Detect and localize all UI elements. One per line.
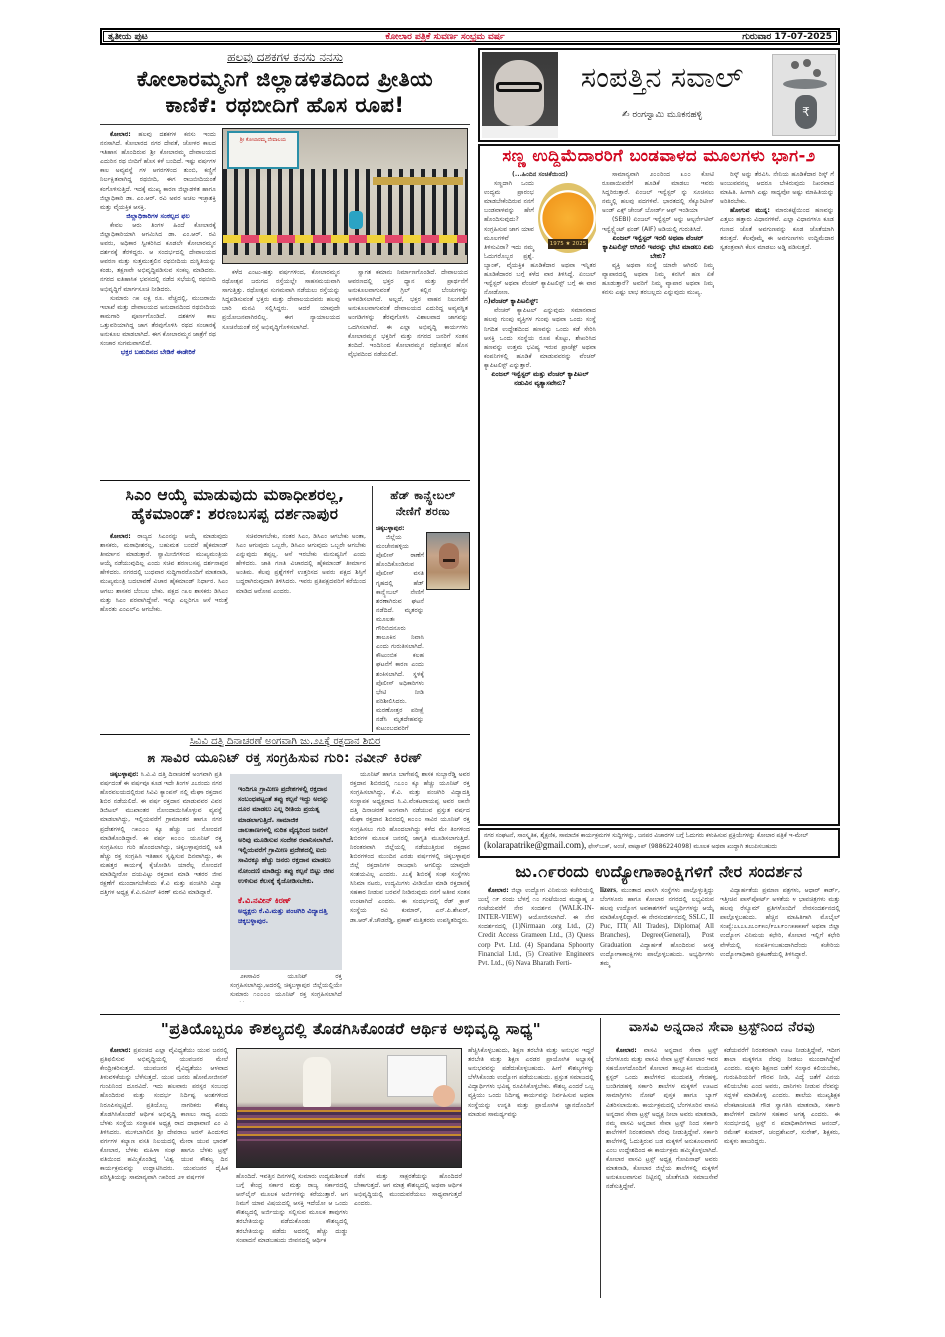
story5-subhead-4: ಹೋಗುವ ಮುನ್ನ:: [730, 207, 770, 215]
reader-notice-box: [478, 828, 840, 858]
story1-headline-line2: ಕಾಣಿಕೆ: ರಥಬೀದಿಗೆ ಹೊಸ ರೂಪ!: [165, 93, 405, 118]
dateline: ಚಿಕ್ಕಬಳ್ಳಾಪುರ:: [110, 771, 139, 778]
story1-column-2: ಕಳೆದ ಎಂಟು-ಹತ್ತು ವರ್ಷಗಳಿಂದ, ಕೋಲಾರಮ್ಮನ ರಥೋತ್ಸವ ಜರುಗದ ರಸ್ತೆಯಲ್ಲೇ ಸಾಹಸಮಯವಾಗಿ ಸಾಗುತ್ತಿತ್ತು. ರಥೋತ್ಸವ ಸುಗಮವಾಗಿ ನಡೆಯಲು ರಸ್ತೆಯನ್ನು ಸಿದ್ಧಪಡಿಸುವಂತೆ ಭಕ್ತರು ಮತ್ತು ದೇವಾಲಯದವರು ಹಲವು ಬಾರಿ ಮನವಿ ಸಲ್ಲಿಸಿದ್ದರು. ಆದರೆ ಯಾವುದೇ ಪ್ರಯೋಜನವಾಗಿರಲಿಲ್ಲ. ಈಗ ನ್ಯಾಯಾಲಯದ ಸೂಚನೆಯಂತೆ ರಸ್ತೆ ಅಭಿವೃದ್ಧಿಗೊಳಿಸಲಾಗಿದೆ.: [222, 269, 340, 331]
story8-column-2: ಕಡೆಯವರೆಗೆ ನಿರಂತರವಾಗಿ ಊಟ ನೀಡುತ್ತಿದ್ದೇವೆ, ಇದೀಗ ಶಾಲಾ ಮಕ್ಕಳಿಗೂ ನೆರವು ನೀಡಲು ಮುಂದಾಗಿದ್ದೇವೆ ಎಂದರು. ಮಕ್ಕಳು ಶಿಕ್ಷಣದ ಜತೆಗೆ ಸಂಸ್ಕಾರ ಕಲಿಯಬೇಕು, ಗುರುಹಿರಿಯರಿಗೆ ಗೌರವ ನೀಡಿ, ವಿದ್ಯೆ ಜತೆಗೆ ವಿನಯ ಕಲಿಯಬೇಕು ಎಂದ ಅವರು, ದಾನಿಗಳು ನೀಡುವ ನೆರವನ್ನು ಸದ್ಬಳಕೆ ಮಾಡಿಕೊಳ್ಳಿ ಎಂದರು. ಶಾಲೆಯ ಮುಖ್ಯಶಿಕ್ಷಕ ವೆಂಕಟಾಚಲಪತಿ ಗೌಡ ಸ್ವಾಗತಿಸಿ ಮಾತನಾಡಿ, ಸರ್ಕಾರಿ ಶಾಲೆಗಳಿಗೆ ದಾನಿಗಳ ಸಹಕಾರ ಅಗತ್ಯ ಎಂದರು. ಈ ಸಂದರ್ಭದಲ್ಲಿ ಟ್ರಸ್ಟ್ ನ ಪದಾಧಿಕಾರಿಗಳಾದ ಆನಂದ್, ರಮೇಶ್ ಕುಮಾರ್, ಚಂದ್ರಶೇಖರ್, ಸುರೇಶ್, ಶಿಕ್ಷಕರು, ಮಕ್ಕಳು ಹಾಜರಿದ್ದರು.: [724, 1047, 840, 1145]
dateline: ಕೋಲಾರ:: [110, 533, 131, 540]
face-shape: [494, 60, 544, 126]
story5-column-3: ರಿಸ್ಕ್ ಅನ್ನು ತೆರವಿಸಿ. ನೇನಿಯ ಹೂಡಿಕೆದಾರ ರಿಸ್ಕ್ ಗೆ ಅಂಜುವವನಲ್ಲ ಆದರೂ ಬೇಕಿರುವುದು ನಿಖರವಾದ ಮಾಹಿತಿ. ಹೀಗಾಗಿ ಎಷ್ಟು ಸಾಧ್ಯವೋ ಅಷ್ಟು ಮಾಹಿತಿಯನ್ನು ಅರಿತಿರಬೇಕು. ಹೋಗುವ ಮುನ್ನ: ಮಾರುಕಟ್ಟೆಯಿಂದ ಹಣವನ್ನು ಎತ್ತಲು ಹತ್ತಾರು ವಿಧಾನಗಳಿವೆ. ಎಲ್ಲಾ ವಿಧಾನಗಳೂ ಕೂಡ ಗುಣದ ಜೊತೆ ಅವಗುಣವನ್ನು ಕೂಡ ಜೊತೆಯಾಗಿ ತರುತ್ತದೆ. ಕೆಲವೊಮ್ಮೆ ಈ ಅವಗುಣಗಳು ಉದ್ದಿಮೆದಾರ ಸ್ವತಂತ್ರವಾಗಿ ಕೆಲಸ ಮಾಡಲು ಅಡ್ಡಿ ಪಡಿಸುತ್ತದೆ.: [720, 171, 834, 251]
quote-author-title: ಅಧ್ಯಕ್ಷರು ಕೆ.ವಿ.ಮತ್ತು ಪಂಚಗಿರಿ ವಿದ್ಯಾದತ್ತಿ ಚಿಕ್ಕಬಳ್ಳಾಪುರ.: [238, 907, 328, 926]
worker-figure: [349, 211, 363, 229]
face-shape: [439, 543, 459, 569]
dateline: ಕೋಲಾರ:: [110, 1047, 131, 1054]
story4-headline: ೫ ಸಾವಿರ ಯೂನಿಟ್ ರಕ್ತ ಸಂಗ್ರಹಿಸುವ ಗುರಿ: ನವೀನ್ ಕಿರಣ್: [147, 750, 423, 766]
glasses-shape: [496, 82, 542, 92]
story2-headline-line1: ಸಿಎಂ ಆಯ್ಕೆ ಮಾಡುವುದು ಮಠಾಧೀಶರಲ್ಲ,: [125, 486, 345, 504]
byline-name: ರಂಗಸ್ವಾಮಿ ಮೂಕನಹಳ್ಳಿ: [632, 110, 703, 120]
divider: [100, 480, 470, 481]
story2-column-2: ಸಚಿವರಾಗಬೇಕು, ನಂತರ ಸಿಎಂ, ಡಿಸಿಎಂ ಆಗಬೇಕು ಅಂತಾ, ಸಿಎಂ ಆಗುವುದು ಒಬ್ಬರೇ, ಡಿಸಿಎಂ ಆಗುವುದು ಒಬ್ಬರೇ ಆಗಬೇಕು ಎನ್ನುವುದು ತಪ್ಪಲ್ಲ. ಆಸೆ ಇರಬೇಕು ಮನುಷ್ಯನಿಗೆ ಎಂದು ಹೇಳಿದರು. ಜಾತಿ ಗಣತಿ ವಿಚಾರದಲ್ಲಿ ಹೈಕಮಾಂಡ್ ತೀರ್ಮಾನ ಅಂತಿಮ. ಕೆಲವು ಪ್ರಶ್ನೆಗಳಿಗೆ ಉತ್ತರಿಸದ ಅವರು ಪಕ್ಷದ ಶಿಸ್ತಿಗೆ ಬದ್ಧರಾಗಿರುವುದಾಗಿ ತಿಳಿಸಿದರು. ಇವರು ಪ್ರತಿಪಕ್ಷದವರಿಗೆ ಕರೆಯಿಂದ ಮಾಡಿದ ಆರೋಪ ಎಂದರು.: [236, 533, 366, 595]
story4-quote-box: [230, 774, 342, 970]
story2-headline: [100, 486, 370, 525]
quote-author: ಕೆ.ವಿ.ನವೀನ್ ಕಿರಣ್: [238, 896, 291, 906]
story7-column-2: ಹೊಂದಿದೆ. ಇವತ್ತಿನ ದಿನಗಳಲ್ಲಿ ಸುಮಾರು ಉದ್ಯಮಶೀಲತೆ ಬಗ್ಗೆ ಕೇಂದ್ರ ಸರ್ಕಾರ ಮತ್ತು ರಾಜ್ಯ ಸರ್ಕಾರದಲ್ಲಿ ಆನ್‌ಲೈನ್ ಮೂಲಕ ಅರ್ಜಿಗಳನ್ನು ಕರೆಯುತ್ತಾರೆ. ಆಗ ನಿಮಗೆ ಯಾವ ವಿಷಯದಲ್ಲಿ ಆಸಕ್ತಿ ಇದೆಯೋ ಆ ಒಂದು ಕೌಶಲ್ಯದಲ್ಲಿ ಅರ್ಜಿಯನ್ನು ಸಲ್ಲಿಸುವ ಮೂಲಕ ತಾವುಗಳು ತರಬೇತಿಯನ್ನು ಪಡೆದುಕೊಂಡು ಕೌಶಲ್ಯದಲ್ಲಿ ತರಬೇತಿಯನ್ನು ಪಡೆದು ಅದರಲ್ಲಿ ಹೆಚ್ಚು ದುಡ್ಡು ಸಂಪಾದನೆ ಮಾಡಬಹುದು ಜೀವನದಲ್ಲಿ ಆರ್ಥಿಕ: [236, 1173, 348, 1244]
story7-column-3: ಹೆಚ್ಚಿಸಿಕೊಳ್ಳಬಹುದು, ಶಿಕ್ಷಣ ತರಬೇತಿ ಮತ್ತು ಅನುಭವ ಇದ್ದರೆ ತರಬೇತಿ ಮತ್ತು ಶಿಕ್ಷಣ ಎರಡರ ಪ್ರಾಯೋಗಿಕ ಅಭ್ಯಾಸಕ್ಕೆ ಅನುಭವವನ್ನು ಪಡೆದುಕೊಳ್ಳಬಹುದು. ಹೀಗೆ ಕೌಶಲ್ಯಗಳನ್ನು ಬೆಳೆಸಿಕೊಂಡು ಉದ್ಯೋಗ ಪಡೆಯಬಹುದು. ಪ್ರಸ್ತುತ ಸಮಾಜದಲ್ಲಿ ವಿದ್ಯಾರ್ಥಿಗಳು ಭವಿಷ್ಯ ರೂಪಿಸಿಕೊಳ್ಳಬೇಕು. ಕೌಶಲ್ಯ ಎಂದರೆ ಒಬ್ಬ ವ್ಯಕ್ತಿಯು ಒಂದು ನಿರ್ದಿಷ್ಟ ಕಾರ್ಯವನ್ನು ನಿರ್ವಹಿಸುವ ಅಥವಾ ಸಂಸ್ಥೆಯನ್ನು ಉನ್ನತಿ ಮತ್ತು ಪ್ರಾಯೋಗಿಕ ಜ್ಞಾನದೊಂದಿಗೆ ಮಾಡುವ ಸಾಮರ್ಥ್ಯವನ್ನು: [468, 1047, 594, 1118]
story5-subhead-1: ೧)ವೆಂಚರ್ ಕ್ಯಾಪಿಟಲಿಸ್ಟ್:: [484, 297, 539, 306]
issue-date: [742, 32, 832, 42]
story3-headline-line1: ಹೆಡ್ ಕಾನ್ಸ್ಟೇಬಲ್: [390, 489, 456, 502]
story2-column-1: ಕೋಲಾರ: ರಾಜ್ಯದ ಸಿಎಂನನ್ನು ಆಯ್ಕೆ ಮಾಡುವುದು ಶಾಸಕರು, ಮಠಾಧೀಶರಲ್ಲ, ಬಹುಮತ ಬಂದರೆ ಹೈಕಮಾಂಡ್ ತೀರ್ಮಾನ ಮಾಡುತ್ತಾರೆ. ಸ್ವಾಮೀಜಿಗಳಿಂದ ಮುಖ್ಯಮಂತ್ರಿಯ ಆಯ್ಕೆ ನಡೆಯುವುದಿಲ್ಲ ಎಂದು ಸಚಿವ ಶರಣಬಸಪ್ಪ ದರ್ಶನಾಪುರ ಹೇಳಿದರು. ನಗರದಲ್ಲಿ ಬುಧವಾರ ಸುದ್ದಿಗಾರರೊಂದಿಗೆ ಮಾತನಾಡಿ, ಮುಖ್ಯಮಂತ್ರಿ ಬದಲಾವಣೆ ವಿಚಾರ ಹೈಕಮಾಂಡ್ ನಿರ್ಧಾರ. ಸಿಎಂ ಆಗಲು ಶಾಸಕರ ಬೆಂಬಲ ಬೇಕು. ಪಕ್ಷದ ೧೩೮ ಶಾಸಕರು ಡಿಸಿಎಂ ಮತ್ತು ಸಿಎಂ ಪರವಾಗಿದ್ದೇವೆ. ಇನ್ನೂ ಎಲ್ಲರಿಗೂ ಆಸೆ ಇರುತ್ತೆ ಹೊರತು ಎಂಎಲ್ಎ ಆಗಬೇಕು.: [100, 533, 228, 613]
story6-column-3: ವಿದ್ಯಾರ್ಹತೆಯ ಪ್ರಮಾಣ ಪತ್ರಗಳು, ಆಧಾರ್ ಕಾರ್ಡ್, ಇತ್ತೀಚಿನ ಪಾಸ್‌ಪೋರ್ಟ್ ಅಳತೆಯ ೪ ಭಾವಚಿತ್ರಗಳು ಮತ್ತು ಹಲವು ರೆಸ್ಯೂಮ್ ಪ್ರತಿಗಳೊಂದಿಗೆ ನೇರಸಂದರ್ಶನದಲ್ಲಿ ಪಾಲ್ಗೊಳ್ಳಬಹುದು. ಹೆಚ್ಚಿನ ಮಾಹಿತಿಗಾಗಿ ಮೊಬೈಲ್ ಸಂಖ್ಯೆ:೭೬೭೬೨೭೦೯೫೦/೯೭೩೯೦೧೫೫೫೫ಗೆ ಅಥವಾ ಜಿಲ್ಲಾ ಉದ್ಯೋಗ ವಿನಿಮಯ ಕಛೇರಿ, ಕೋಲಾರ ಇಲ್ಲಿಗೆ ಕಛೇರಿ ವೇಳೆಯಲ್ಲಿ ಸಂಪರ್ಕಿಸಬಹುದಾಗಿದೆಂದು ಕಚೇರಿಯ ಉದ್ಯೋಗಾಧಿಕಾರಿ ಪ್ರಕಟಣೆಯಲ್ಲಿ ತಿಳಿಸಿದ್ದಾರೆ.: [720, 887, 840, 958]
column-byline: [562, 110, 762, 120]
speaker-figure: [303, 1057, 331, 1107]
story5-column-1: (...ಹಿಂದಿನ ಸಂಚಿಕೆಯಿಂದ) 1975 ★ 2025 ಸಣ್ಣದಾಗಿ ಒಂದು ಉದ್ಯಮ ಪ್ರಾರಂಭ ಮಾಡಬೇಕೆಂದಿರುವ ನನಗೆ ಬಂಡವಾಳವನ್ನು ಹೇಗೆ ಹೊಂದಿಸುವುದು? ಸಂಗ್ರಹಿಸುವ ಜಾಗ ಯಾವ ಮೂಲಗಳಿವೆ ತಿಳಿಸುವಿರಾ? ಇದು ನಮ್ಮ ಓದುಗರೊಬ್ಬರ ಪ್ರಶ್ನೆ. ಬ್ಯಾಂಕ್, ವೈಯಕ್ತಿಕ ಹೂಡಿಕೆದಾರ ಅಥವಾ ಇನ್ನಿತರ ಹೂಡಿಕೆದಾರರ ಬಗ್ಗೆ ಕಳೆದ ವಾರ ತಿಳಿಸಿದ್ದೆ. ಏಂಜಲ್ ಇನ್ವೆಸ್ಟರ್ ಅಥವಾ ವೆಂಚರ್ ಕ್ಯಾಪಿಟಲಿಸ್ಟ್ ಬಗ್ಗೆ ಈ ವಾರ ನೋಡೋಣ. ೧)ವೆಂಚರ್ ಕ್ಯಾಪಿಟಲಿಸ್ಟ್: ವೆಂಚರ್ ಕ್ಯಾಪಿಟಲ್ ಎನ್ನುವುದು ಸಮಾನವಾದ ಹಲವು ಗುಂಪು ವ್ಯಕ್ತಿಗಳ ಗುಂಪು ಅಥವಾ ಒಂದು ಸಂಸ್ಥೆ ನಿಗದಿತ ಉದ್ದೇಶದಿಂದ ಹಣವನ್ನು ಒಂದು ಕಡೆ ಸೇರಿಸಿ ಆಸಕ್ತಿ ಒಂದು ಸಂಸ್ಥೆಯ ರೂಪ ಕೊಟ್ಟು, ಶೇಖರಿಸಿದ ಹಣವನ್ನು ಉತ್ತಮ ಭವಿಷ್ಯ ಇರುವ ಪ್ರಾಜೆಕ್ಟ್ ಅಥವಾ ಕಂಪನಿಗಳಲ್ಲಿ ಹೂಡಿಕೆ ಮಾಡುವವರನ್ನು ವೆಂಚರ್ ಕ್ಯಾಪಿಟಲಿಸ್ಟ್ ಎನ್ನುತ್ತಾರೆ. ಏಂಜಲ್ ಇನ್ವೆಸ್ಟರ್ ಮತ್ತು ವೆಂಚರ್ ಕ್ಯಾಪಿಟಲ್ ನಡುವಿನ ವ್ಯತ್ಯಾಸವೇನು?: [484, 171, 596, 387]
moustache-shape: [443, 559, 455, 562]
coin-icon: [813, 69, 821, 77]
table-cloth: [237, 1107, 462, 1141]
rupee-bag-icon: ₹: [795, 95, 817, 129]
money-plant-illustration: [772, 54, 836, 136]
story7-column-2b: ನಡೆಸ ಮತ್ತು ಸಾಕ್ಷರತೆಯನ್ನು ಹೊಂದಿದರೆ ಬೇಕಾಗುತ್ತದೆ. ಆಗ ಮಾತ್ರ ಕೌಶಲ್ಯದಲ್ಲಿ ಅಥವಾ ಆರ್ಥಿಕ ಅಭಿವೃದ್ಧಿಯಲ್ಲಿ ಮುಂದುವರೆಯಲು ಸಾಧ್ಯವಾಗುತ್ತದೆ ಎಂದರು.: [354, 1173, 462, 1208]
issue-day: ಗುರುವಾರ: [742, 31, 772, 42]
story4-kicker: ಸಿವಿವಿ ದತ್ತಿ ದಿನಾಚರಣೆ ಅಂಗವಾಗಿ ಜು.೨೭ಕ್ಕೆ ರಕ್ತದಾನ ಶಿಬಿರ: [189, 736, 381, 747]
story8-headline: ವಾಸವಿ ಅನ್ನದಾನ ಸೇವಾ ಟ್ರಸ್ಟ್‌ನಿಂದ ನೆರವು: [629, 1020, 815, 1035]
guest-figure: [433, 1085, 455, 1107]
coin-icon: [791, 61, 799, 69]
gate-nameplate: [373, 177, 463, 185]
divider: [100, 124, 470, 125]
story1-subhead-2: ಭಕ್ತರ ಬಹುದಿನದ ಬೇಡಿಕೆ ಈಡೇರಿಕೆ: [120, 348, 196, 357]
story1-column-3: ಸ್ವಾಗತ ಕಮಾನು ನಿರ್ಮಾಣಗೊಂಡಿದೆ. ದೇವಾಲಯದ ಆವರಣದಲ್ಲಿ ಭಕ್ತರ ಧ್ಯಾನ ಮತ್ತು ಪ್ರಾರ್ಥನೆಗೆ ಅನುಕೂಲವಾಗುವಂತೆ ಗ್ರಿಲ್ ಕಲ್ಲಿನ ಬೆಂಚುಗಳನ್ನು ಅಳವಡಿಸಲಾಗಿದೆ. ಅಲ್ಲದೆ, ಭಕ್ತರ ವಾಹನ ನಿಲುಗಡೆಗೆ ಅನುಕೂಲವಾಗುವಂತೆ ದೇವಾಲಯದ ಎದುರಿದ್ದ ಅವ್ಯವಸ್ಥಿತ ಅಂಗಡಿಗಳನ್ನು ತೆರವುಗೊಳಿಸಿ ವಿಶಾಲವಾದ ಜಾಗವನ್ನು ಒದಗಿಸಲಾಗಿದೆ. ಈ ಎಲ್ಲಾ ಅಭಿವೃದ್ಧಿ ಕಾರ್ಯಗಳು ಕೋಲಾರಮ್ಮನ ಭಕ್ತರಿಗೆ ಮತ್ತು ನಗರದ ಜನರಿಗೆ ಸಂತಸ ತಂದಿದೆ. ಇಂದಿನಿಂದ ಕೋಲಾರಮ್ಮನ ರಥೋತ್ಸವ ಹೊಸ ವೈಭವದಿಂದ ನಡೆಯಲಿದೆ.: [348, 269, 468, 358]
dateline: ಕೋಲಾರ:: [616, 1047, 637, 1054]
page-label: ತೃತೀಯ ಪುಟ: [108, 31, 148, 42]
columnist-photo: [482, 52, 558, 138]
constable-photo: [426, 532, 470, 590]
dateline: ಕೋಲಾರ:: [110, 131, 131, 138]
story1-photo-temple-street: [222, 128, 468, 264]
story1-subhead: ಜಿಲ್ಲಾಧಿಕಾರಿಗಳ ಸಂಕಲ್ಪದ ಫಲ: [126, 211, 190, 220]
page-header-bar: [100, 28, 840, 45]
story1-headline: [100, 66, 470, 119]
story6-headline: ಜು.೧೯ರಂದು ಉದ್ಯೋಗಾಕಾಂಕ್ಷಿಗಳಿಗೆ ನೇರ ಸಂದರ್ಶನ: [515, 862, 803, 881]
notice-text: ನಗರ ಸಂಘಟನೆ, ಸಾಂಸ್ಕೃತಿಕ, ಶೈಕ್ಷಣಿಕ, ಸಾಮಾಜಿಕ ಕಾರ್ಯಕ್ರಮಗಳ ಸುದ್ದಿಗಳನ್ನು, ಜನಪರ ವಿಚಾರಗಳ ಬಗ್ಗೆ ಓದುಗರು ಕಳುಹಿಸುವ ಪ್ರಕ್ರಿಯೆಗಳನ್ನು ಕೋಲಾರ ಪತ್ರಿಕೆ ಇ-ಮೇಲ್: [484, 832, 809, 839]
quote-text: ಇಂದಿಗೂ ಗ್ರಾಮೀಣ ಪ್ರದೇಶಗಳಲ್ಲಿ ರಕ್ತದಾನ ಸಂಬಂಧಪಟ್ಟಂತೆ ತಪ್ಪು ಕಲ್ಪನೆ ಇದ್ದು ಅದನ್ನು ದೂರ ಮಾಡಲು ಎಲ್ಲ ರೀತಿಯ ಪ್ರಯತ್ನ ಮಾಡಲಾಗುತ್ತಿದೆ. ಸಾಮಾಜಿಕ ಜಾಲತಾಣಗಳಲ್ಲಿ ನುರಿತ ವೈದ್ಯರಿಂದ ಜನರಿಗೆ ಅರಿವು ಮೂಡಿಸುವ ಸಂದೇಶ ರವಾನಿಸಲಾಗಿದೆ. ಇಲ್ಲಿಯವರೆಗೆ ಗ್ರಾಮೀಣ ಪ್ರದೇಶದಲ್ಲಿ ಐದು ಸಾವಿರಕ್ಕೂ ಹೆಚ್ಚು ಜನರು ರಕ್ತದಾನ ಮಾಡಲು ನೋಂದಣಿ ಮಾಡಿದ್ದು ತಪ್ಪು ಕಲ್ಪನೆ ಬಿಟ್ಟು ಜೀವ ಉಳಿಸುವ ಕೆಲಸಕ್ಕೆ ಕೈಜೋಡಿಸಬೇಕು.: [238, 785, 334, 885]
story5-subhead-3: ಏಂಜಲ್ ಇನ್ವೆಸ್ಟರ್ ಇರಲಿ ಅಥವಾ ವೆಂಚರ್ ಕ್ಯಾಪಿಟಲಿಸ್ಟ್ ಆಗಿರಲಿ ಇವರನ್ನು ಭೇಟಿ ಮಾಡಲು ಏನು ಬೇಕು?: [602, 233, 714, 260]
story7-photo-skills-event: [236, 1048, 462, 1168]
divider: [100, 734, 470, 735]
edition-banner: ಕೋಲಾರ ಪತ್ರಿಕೆ ಸುವರ್ಣ ಸಂಭ್ರಮ ವರ್ಷ: [385, 31, 505, 42]
story1-column-1: ಕೋಲಾರ: ಹಲವು ದಶಕಗಳ ಕನಸು ಇಂದು ನನಸಾಗಿದೆ. ಕೋಲಾರದ ನಗರ ದೇವತೆ, ಚೋಳರ ಕಾಲದ ಇತಿಹಾಸ ಹೊಂದಿರುವ ಶ್ರೀ ಕೋಲಾರಮ್ಮ ದೇವಾಲಯದ ಎದುರಿನ ರಥ ಬೀದಿಗೆ ಹೊಸ ಕಳೆ ಬಂದಿದೆ. ಇಷ್ಟು ವರ್ಷಗಳ ಕಾಲ ಅವ್ಯವಸ್ಥೆ ಗಳ ಆಗರಗಳಿಂದ ತುಂಬಿ, ಕಣ್ಣಿಗೆ ನಿರ್ಲಕ್ಷಿತವಾಗಿದ್ದ ರಥಬೀದಿ, ಈಗ ರಾಜಬೀದಿಯಂತೆ ಕಂಗೊಳಿಸುತ್ತಿದೆ. ಇದಕ್ಕೆ ಮುಖ್ಯ ಕಾರಣ ಜಿಲ್ಲಾಡಳಿತ ಹಾಗೂ ಜಿಲ್ಲಾಧಿಕಾರಿ ಡಾ. ಎಂ.ಆರ್. ರವಿ ಅವರ ಅಚಲ ಇಚ್ಛಾಶಕ್ತಿ ಮತ್ತು ವೈಯಕ್ತಿಕ ಆಸಕ್ತಿ. ಜಿಲ್ಲಾಧಿಕಾರಿಗಳ ಸಂಕಲ್ಪದ ಫಲ ಕೇವಲ ಆರು ತಿಂಗಳ ಹಿಂದೆ ಕೋಲಾರಕ್ಕೆ ಜಿಲ್ಲಾಧಿಕಾರಿಯಾಗಿ ಆಗಮಿಸಿದ ಡಾ. ಎಂ.ಆರ್. ರವಿ ಅವರು, ಅಧಿಕಾರ ಸ್ವೀಕರಿಸಿದ ಕೂಡಲೇ ಕೋಲಾರಮ್ಮನ ದರ್ಶನಕ್ಕೆ ತೆರಳಿದ್ದರು. ಆ ಸಂದರ್ಭದಲ್ಲಿ ದೇವಾಲಯದ ಆವರಣ ಮತ್ತು ಸುತ್ತಮುತ್ತಲಿನ ರಥಬೀದಿಯ ದುಸ್ಥಿತಿಯನ್ನು ಕಂಡು, ತಕ್ಷಣವೇ ಅಭಿವೃದ್ಧಿಪಡಿಸುವ ಸಂಕಲ್ಪ ಮಾಡಿದರು. ನಗರದ ಐತಿಹಾಸಿಕ ಭವಸದಲ್ಲಿ ನಡೆದ ಸಭೆಯಲ್ಲಿ ರಥಬೀದಿ ಅಭಿವೃದ್ಧಿಗೆ ಮಾರ್ಗಸೂಚಿ ನೀಡಿದರು. ಸುಮಾರು ೧೫ ಲಕ್ಷ ರೂ. ವೆಚ್ಚದಲ್ಲಿ, ಮುಜರಾಯಿ ಇಲಾಖೆ ಮತ್ತು ದೇವಾಲಯದ ಅನುದಾನದಿಂದ ರಥಬೀದಿಯ ಕಾಮಗಾರಿ ಪೂರ್ಣಗೊಂಡಿದೆ. ದಶಕಗಳ ಕಾಲ ಒತ್ತುವರಿಯಾಗಿದ್ದ ಜಾಗ ತೆರವುಗೊಳಿಸಿ ರಥದ ಸಂಚಾರಕ್ಕೆ ಅನುಕೂಲ ಮಾಡಲಾಗಿದೆ. ಈಗ ಕೋಲಾರಮ್ಮನ ಜಾತ್ರೆಗೆ ರಥ ಸಂಚಾರ ಸುಗಮವಾಗಲಿದೆ. ಭಕ್ತರ ಬಹುದಿನದ ಬೇಡಿಕೆ ಈಡೇರಿಕೆ: [100, 131, 216, 357]
dateline: ಕೋಲಾರ:: [488, 887, 509, 894]
story1-headline-line1: ಕೋಲಾರಮ್ಮನಿಗೆ ಜಿಲ್ಲಾಡಳಿತದಿಂದ ಪ್ರೀತಿಯ: [136, 67, 434, 91]
dateline: ಚಿಕ್ಕಬಳ್ಳಾಪುರ:: [376, 525, 405, 532]
story4-column-3: ಯೂನಿಟ್ ಹಾಗೂ ಬಾಗೇಪಲ್ಲಿ ಶಾಸಕ ಸುಬ್ಬಾರೆಡ್ಡಿ ಅವರ ರಕ್ತದಾನ ಶಿಬಿರದಲ್ಲಿ ೧೭೦೦ ಕ್ಕೂ ಹೆಚ್ಚು ಯೂನಿಟ್ ರಕ್ತ ಸಂಗ್ರಹಿಸಲಾಗಿದ್ದು, ಕೆ.ವಿ. ಮತ್ತು ಪಂಚಗಿರಿ ವಿದ್ಯಾದತ್ತಿ ಸಂಸ್ಥಾಪಕ ಅಧ್ಯಕ್ಷರಾದ ಸಿ.ವಿ.ವೆಂಕಟರಾಯಪ್ಪ ಅವರ ೮೫ನೇ ದತ್ತಿ ದಿನಾಚರಣೆ ಅಂಗವಾಗಿ ನಡೆಯುವ ಪ್ರಸ್ತುತ ವರ್ಷದ ಮೆಘಾ ರಕ್ತದಾನ ಶಿಬಿರದಲ್ಲಿ ೫೦೦೦ ಸಾವಿರ ಯೂನಿಟ್ ರಕ್ತ ಸಂಗ್ರಹಿಸಲು ಗುರಿ ಹೊಂದಲಾಗಿದ್ದು ಕಳೆದ ಮೇ ತಿಂಗಳಿಂದ ಶಿಬಿರಗಳ ಮೂಲಕ ಜನರಲ್ಲಿ ಜಾಗೃತಿ ಮೂಡಿಸಲಾಗುತ್ತಿದೆ. ನಿರಂತರವಾಗಿ ಜಿಲ್ಲೆಯಲ್ಲಿ ನಡೆಯುತ್ತಿರುವ ರಕ್ತದಾನ ಶಿಬಿರಗಳಿಂದ ಮುಂದಿನ ಎರಡು ವರ್ಷಗಳಲ್ಲಿ ಚಿಕ್ಕಬಳ್ಳಾಪುರ ಜಿಲ್ಲೆ ರಕ್ತದಾನಿಗಳ ರಾಜಧಾನಿ ಆಗಲಿದ್ದು ಯಾವುದೇ ಸಂಶಯವಿಲ್ಲ ಎಂದರು. ೨೭ಕ್ಕೆ ಶಿಬಿರಕ್ಕೆ ಸಂಘ ಸಂಸ್ಥೆಗಳು ಸಿನಿಮಾ ನಟರು, ಉದ್ಯಮಿಗಳು ವೀಡಿಯೋ ಮಾಡಿ ರಕ್ತದಾನಕ್ಕೆ ಸಹಕಾರ ನೀಡುವ ಬರವಸೆ ನೀಡಿರುವುದು ನನಗೆ ಅತೀವ ಸಂತಸ ಉಂಟಾಗಿದೆ ಎಂದರು. ಈ ಸಂದರ್ಭದಲ್ಲಿ ರೆಡ್ ಕ್ರಾಸ್ ಸಂಸ್ಥೆಯ ರವಿ ಕುಮಾರ್, ಎನ್.ಪಿ.ಶೇಖರ್, ಡಾ.ಆರ್.ಕೆ.ಚೌಡರೆಡ್ಡಿ, ಪ್ರಕಾಶ್ ಮತ್ತಿತರರು ಉಪಸ್ಥಿತರಿದ್ದರು.: [350, 771, 470, 924]
story7-column-1: ಕೋಲಾರ: ಪ್ರಪಂಚದ ಎಲ್ಲಾ ವೈವಿಧ್ಯತೆಯು ಯುವ ಜನರಲ್ಲಿ ಪ್ರತಿಫಲಿಸುವ ಅಭಿವೃದ್ಧಿಯಲ್ಲಿ ಯುವಜನರ ಮೇಲೆ ಕೇಂದ್ರೀಕರಿಸುತ್ತದೆ. ಯುವಜನರ ವೈವಿಧ್ಯತೆಯು ಆಳವಾದ ತಿಳುವಳಿಕೆಯನ್ನು ಬೆಳೆಸುತ್ತದೆ. ಯುವ ಜನರು ಹೋಮೋಜೀನಸ್ ಗುಂಪಿನಿಂದ ದೂರವಿದೆ. ಇದು ಹಲವಾರು ಪರಸ್ಪರ ಸಂಬಂಧ ಹೊಂದಿರುವ ಮತ್ತು ಸಂದರ್ಭ ನಿರ್ದಿಷ್ಟ ಅಂಶಗಳಿಂದ ನಿರೂಪಿಸಲ್ಪಟ್ಟಿದೆ. ಪ್ರತಿಯೊಬ್ಬ ನಾಗರಿಕರು ಕೌಶಲ್ಯ ತೊಡಗಿಸಿಕೊಂಡರೆ ಆರ್ಥಿಕ ಅಭಿವೃದ್ಧಿ ಕಾಣಲು ಸಾಧ್ಯ ಎಂದು ಬೆಳಕು ಸಂಸ್ಥೆಯ ಸಂಸ್ಥಾಪಕ ಅಧ್ಯಕ್ಷ ರಾದ ದಾಥಾವಾಣಿ ಎಂ ವಿ ತಿಳಿಸಿದರು. ಮುಳಬಾಗಿಲಿನ ಶ್ರೀ ದೇವರಾಜ ಅರಸ್ ಹಿಂದುಳಿದ ವರ್ಗಗಳ ಕಲ್ಯಾಣ ವಸತಿ ನಿಲಯದಲ್ಲಿ ಮೇರಾ ಯುವ ಭಾರತ್ ಕೋಲಾರ, ಬೆಳಕು ಮಹಿಳಾ ಸಂಘ ಹಾಗೂ ಬೆಳಕು ಟ್ರಸ್ಟ್ ವತಿಯಿಂದ ಹಮ್ಮಿಕೊಂಡಿದ್ದ 'ವಿಶ್ವ ಯುವ ಕೌಶಲ್ಯ ದಿನ ಕಾರ್ಯಕ್ರಮವನ್ನು ಉದ್ಘಾಟಿಸಿದರು. ಯುವಜನರ ದೈಹಿಕ ಪರಿಸ್ಥಿತಿಯನ್ನು ಸಾಮಾನ್ಯವಾಗಿ ೧೫ರಿಂದ ೨೪ ವರ್ಷಗಳ: [100, 1047, 228, 1182]
newspaper-page: [100, 28, 840, 1328]
notice-text-2: ಫೇಸ್‌ಬುಕ್, ಅಂಚೆ, ವಾಟ್ಸಾಪ್ (9886224098) ಮೂಲಕ ಅಥವಾ ಖುದ್ದಾಗಿ ತಲುಪಿಸಬಹುದು: [588, 842, 778, 850]
pen-icon: ✍: [621, 110, 630, 120]
story7-headline: "ಪ್ರತಿಯೊಬ್ಬರೂ ಕೌಶಲ್ಯದಲ್ಲಿ ತೊಡಗಿಸಿಕೊಂಡರೆ ಆರ್ಥಿಕ ಅಭಿವೃದ್ಧಿ ಸಾಧ್ಯ": [160, 1020, 542, 1038]
story8-column-1: ಕೋಲಾರ: ವಾಸವಿ ಅನ್ನದಾನ ಸೇವಾ ಟ್ರಸ್ಟ್ ಬೆಂಗಳೂರು ಮತ್ತು ವಾಸವಿ ಸೇವಾ ಟ್ರಸ್ಟ್ ಕೋಲಾರ ಇವರ ಸಹಯೋಗದೊಂದಿಗೆ ಕೋಲಾರ ತಾಲ್ಲೂಕಿನ ಮುದುವತ್ತಿ ಕ್ಲಸ್ಟರ್ ಒಂದು ಶಾಲೆಗಳಿದ ಮುದುವತ್ತಿ ಗೇರಹಳ್ಳಿ, ಬಂಡಿಗಡಹಳ್ಳಿ ಸರ್ಕಾರಿ ಶಾಲೆಗಳ ಮಕ್ಕಳಿಗೆ ಊಟದ ಸಾಮಾಗ್ರಿಗಳು ನೋಟ್ ಪುಸ್ತಕ ಹಾಗೂ ಬ್ಯಾಗ್ ವಿತರಿಸಲಾಯಿತು. ಕಾರ್ಯಕ್ರಮದಲ್ಲಿ ಬೆಂಗಳೂರಿನ ವಾಸವಿ ಅನ್ನದಾನ ಸೇವಾ ಟ್ರಸ್ಟ್ ಅಧ್ಯಕ್ಷ ನೀಲಾ ಅವರು ಮಾತನಾಡಿ, ನಮ್ಮ ವಾಸವಿ ಅನ್ನದಾನ ಸೇವಾ ಟ್ರಸ್ಟ್ ನಿಂದ ಸರ್ಕಾರಿ ಶಾಲೆಗಳಿಗೆ ನಿರಂತರವಾಗಿ ನೆರವು ನೀಡುತ್ತಿದ್ದೇವೆ. ಸರ್ಕಾರಿ ಶಾಲೆಗಳಲ್ಲಿ ಓದುತ್ತಿರುವ ಬಡ ಮಕ್ಕಳಿಗೆ ಅನುಕೂಲವಾಗಲಿ ಎಂಬ ಉದ್ದೇಶದಿಂದ ಈ ಕಾರ್ಯಕ್ರಮ ಹಮ್ಮಿಕೊಳ್ಳಲಾಗಿದೆ. ಕೋಲಾರ ವಾಸವಿ ಟ್ರಸ್ಟ್ ಅಧ್ಯಕ್ಷ ಗೋಪಿನಾಥ್ ಅವರು ಮಾತನಾಡಿ, ಕೋಲಾರ ಜಿಲ್ಲೆಯ ಶಾಲೆಗಳಲ್ಲಿ ಮಕ್ಕಳಿಗೆ ಅನುಕೂಲವಾಗುವ ನಿಟ್ಟಿನಲ್ಲಿ ಜೊತೆಗೂಡಿ ಸಮಾಜಸೇವೆ ನಡೆಸುತ್ತಿದ್ದೇವೆ.: [606, 1047, 718, 1191]
story5-headline: ಸಣ್ಣ ಉದ್ದಿಮೆದಾರರಿಗೆ ಬಂಡವಾಳದ ಮೂಲಗಳು ಭಾಗ-೨: [502, 146, 816, 165]
story6-column-2: lizers, ಮುಂತಾದ ಖಾಸಗಿ ಸಂಸ್ಥೆಗಳು ಪಾಲ್ಗೊಳ್ಳುತ್ತಿದ್ದು ಬೆಂಗಳೂರು ಹಾಗೂ ಕೋಲಾರ ನಗರದಲ್ಲಿ ಲಭ್ಯವಿರುವ ಹಲವು ಉದ್ಯೋಗ ಅವಕಾಶಗಳಿಗೆ ಅಭ್ಯರ್ಥಿಗಳನ್ನು ಆಯ್ಕೆ ಮಾಡಿಕೊಳ್ಳಲಿದ್ದಾರೆ. ಈ ನೇರಸಂದರ್ಶನದಲ್ಲಿ SSLC, II Puc, ITI( All Trades), Diploma( All Branches), Degree(General), Post Graduation ವಿದ್ಯಾರ್ಹತೆ ಹೊಂದಿರುವ ಆಸಕ್ತ ಉದ್ಯೋಗಾಕಾಂಕ್ಷಿಗಳು ಪಾಲ್ಗೊಳ್ಳಬಹುದು. ಅಭ್ಯರ್ಥಿಗಳು ತಮ್ಮ: [600, 886, 714, 967]
story4-column-1: ಚಿಕ್ಕಬಳ್ಳಾಪುರ: ಸಿ.ವಿ.ವಿ ದತ್ತಿ ದಿನಾಚರಣೆ ಅಂಗವಾಗಿ ಪ್ರತಿ ವರ್ಷದಂತೆ ಈ ವರ್ಷವೂ ಕೂಡ ಇದೇ ತಿಂಗಳ ೨೭ರಂದು ನಗರ ಹೊರವಲಯದಲ್ಲಿರುವ ಸಿವಿವಿ ಕ್ಯಾಂಪಸ್ ನಲ್ಲಿ ಮೆಘಾ ರಕ್ತದಾನ ಶಿಬಿರ ನಡೆಯಲಿದೆ. ಈ ವರ್ಷ ರಕ್ತದಾನ ಮಾಡುವವರ ವಿವರ ಡಿಜಿಟಲ್ ಮುಖಾಂತರ ನೋಂದಾಯಿಸಿಕೊಳ್ಳುವ ವ್ಯವಸ್ಥೆ ಮಾಡಲಾಗಿದ್ದು, ಇಲ್ಲಿಯವರೆಗೆ ಗ್ರಾಮಾಂತರ ಹಾಗೂ ನಗರ ಪ್ರದೇಶಗಳಲ್ಲಿ ೧೫೦೦೦ ಕ್ಕೂ ಹೆಚ್ಚು ಜನ ನೋಂದಣಿ ಮಾಡಿಕೊಂಡಿದ್ದಾರೆ. ಈ ವರ್ಷ ೫೦೦೦ ಯೂನಿಟ್ ರಕ್ತ ಸಂಗ್ರಹಿಸಲು ಗುರಿ ಹೊಂದಲಾಗಿದ್ದು, ಚಿಕ್ಕಬಳ್ಳಾಪುರದಲ್ಲಿ ಅತಿ ಹೆಚ್ಚು ರಕ್ತ ಸಂಗ್ರಹಿಸಿ ಇತಿಹಾಸ ಸೃಷ್ಟಿಸುವ ದಿನವಾಗಿದ್ದು, ಈ ಮಹತ್ತರ ಕಾರ್ಯಕ್ಕೆ ಕೈಜೋಡಿಸಿ ಯಾರೆಲ್ಲ ನೋಂದಣಿ ಮಾಡಿದ್ದೀರೋ ದಯವಿಟ್ಟು ರಕ್ತದಾನ ಮಾಡಿ ಇತರರ ಜೀವ ರಕ್ಷಣೆಗೆ ಮುಂದಾಗಬೇಕೆಂದು ಕೆ.ವಿ ಮತ್ತು ಪಂಚಗಿರಿ ವಿದ್ಯಾ ದತ್ತಿಗಳ ಅಧ್ಯಕ್ಷ ಕೆ.ವಿ.ನವೀನ್ ಕಿರಣ್ ಮನವಿ ಮಾಡಿದ್ದಾರೆ.: [100, 771, 222, 897]
shirt-shape: [482, 126, 558, 138]
jubilee-years-ribbon: 1975 ★ 2025: [549, 241, 587, 248]
story3-headline-line2: ನೇಣಿಗೆ ಶರಣು: [395, 505, 451, 518]
story6-column-1: ಕೋಲಾರ: ಜಿಲ್ಲಾ ಉದ್ಯೋಗ ವಿನಿಮಯ ಕಚೇರಿಯಲ್ಲಿ ಜುಲೈ ೧೯ ರಂದು ಬೆಳಗ್ಗೆ ೧೦ ಗಂಟೆಯಿಂದ ಮಧ್ಯಾಹ್ನ ೨ ಗಂಟೆಯವರೆಗೆ ನೇರ ಸಂದರ್ಶನ (WALK-IN-INTER-VIEW) ಆಯೋಜಿಸಲಾಗಿದೆ. ಈ ನೇರ ಸಂದರ್ಶನದಲ್ಲಿ (1)Nirmaan .org Ltd., (2) Credit Access Grameen Ltd., (3) Quess corp Pvt. Ltd. (4) Spandana Sphoorty Financial Ltd., (5) Creative Engineers Pvt. Ltd., (6) Nava Bharath Ferti-: [478, 887, 594, 967]
column-divider: [600, 1018, 601, 1298]
contact-email[interactable]: (kolarapatrike@gmail.com),: [484, 839, 587, 850]
issue-date-value: 17-07-2025: [774, 31, 832, 42]
story1-kicker: ಹಲವು ದಶಕಗಳ ಕನಸು ನನಸು: [227, 50, 343, 64]
divider: [100, 1014, 840, 1015]
column-divider: [372, 486, 373, 732]
story3-headline: [376, 488, 470, 520]
story5-column-2: ಸಾಮಾನ್ಯವಾಗಿ ೨೦೦ರಿಂದ ೩೦೦ ಕೋಟಿ ರೂಪಾಯಿವರೆಗೆ ಹೂಡಿಕೆ ಮಾಡಲು ಇವರು ಸಿದ್ದರಿರುತ್ತಾರೆ. ಏಂಜಲ್ ಇನ್ವೆಸ್ಟರ್ ನ್ನು ಸೂಚಿಸಲು ನಮ್ಮಲ್ಲಿ ಹಲವು ಪದಗಳಿವೆ. ಭಾರತದಲ್ಲಿ ಸೆಕ್ಯೂರಿಟೀಸ್ ಅಂಡ್ ಎಕ್ಸ್ ಚೇಂಜ್ ಬೋರ್ಡ್ ಆಫ್ ಇಂಡಿಯಾ (SEBI) ಏಂಜಲ್ ಇನ್ವೆಸ್ಟರ್ ಅನ್ನು ಆಲ್ಟರ್ನೇಟಿವ್ ಇನ್ವೆಸ್ಟ್ಮೆಂಟ್ ಫಂಡ್ (AIF) ಅಡಿಯಲ್ಲಿ ಗುರುತಿಸಿದೆ. ಏಂಜಲ್ ಇನ್ವೆಸ್ಟರ್ ಇರಲಿ ಅಥವಾ ವೆಂಚರ್ ಕ್ಯಾಪಿಟಲಿಸ್ಟ್ ಆಗಿರಲಿ ಇವರನ್ನು ಭೇಟಿ ಮಾಡಲು ಏನು ಬೇಕು? ವ್ಯಕ್ತಿ ಅಥವಾ ಸಂಸ್ಥೆ ಯಾರೇ ಆಗಿರಲಿ ನಿಮ್ಮ ವ್ಯಾಪಾರದಲ್ಲಿ ಅಥವಾ ನಿಮ್ಮ ಕನಸಿಗೆ ಹಣ ಏಕೆ ಹೂಡುತ್ತಾರೆ? ಅವರಿಗೆ ನಿಮ್ಮ ವ್ಯಾಪಾರ ಅಥವಾ ನಿಮ್ಮ ಕನಸು ಎಷ್ಟು ಲಾಭ ತರಬಲ್ಲದು ಎನ್ನುವುದು ಮುಖ್ಯ.: [602, 171, 714, 296]
leaves-shape: [783, 79, 827, 89]
golden-jubilee-logo: [538, 183, 596, 253]
story5-subhead-2: ಏಂಜಲ್ ಇನ್ವೆಸ್ಟರ್ ಮತ್ತು ವೆಂಚರ್ ಕ್ಯಾಪಿಟಲ್ ನಡುವಿನ ವ್ಯತ್ಯಾಸವೇನು?: [491, 369, 589, 387]
column-title: ಸಂಪತ್ತಿನ ಸವಾಲ್: [580, 60, 744, 94]
coin-icon: [803, 59, 811, 67]
temple-sign-board: ಶ್ರೀ ಕೋಲಾರಮ್ಮ ದೇವಾಲಯ: [227, 131, 299, 169]
column-header-box: [478, 48, 840, 142]
painted-kerb: [223, 235, 468, 243]
story2-headline-line2: ಹೈಕಮಾಂಡ್: ಶರಣಬಸಪ್ಪ ದರ್ಶನಾಪುರ: [131, 505, 339, 524]
story3-body: ಚಿಕ್ಕಬಳ್ಳಾಪುರ: ಜಿಲ್ಲೆಯ ಮಂಚೇನಹಳ್ಳಿಯ ಪೊಲೀಸ್ ಠಾಣೆಗೆ ಹೊಂದಿಕೊಂಡಿರುವ ಪೊಲೀಸ್ ವಸತಿ ಗೃಹದಲ್ಲಿ ಹೆಡ್ ಕಾನ್ಸ್ಟೇಬಲ್ ನೇಣಿಗೆ ಶರಣಾಗಿರುವ ಘಟನೆ ನಡೆದಿದೆ. ಮೃತರನ್ನು ಮೂಲತಃ ಗೌರಿಬಿದನೂರು ತಾಲೂಕಿನ ನಿವಾಸಿ ಎಂದು ಗುರುತಿಸಲಾಗಿದೆ. ಕೌಟುಂಬಿಕ ಕಲಹ ಘಟನೆಗೆ ಕಾರಣ ಎಂದು ಶಂಕಿಸಲಾಗಿದೆ. ಸ್ಥಳಕ್ಕೆ ಪೊಲೀಸ್ ಅಧಿಕಾರಿಗಳು ಭೇಟಿ ನೀಡಿ ಪರಿಶೀಲಿಸಿದರು. ಮರಣೋತ್ತರ ಪರೀಕ್ಷೆ ನಡೆಸಿ ಮೃತದೇಹವನ್ನು ಕುಟುಂಬದವರಿಗೆ: [376, 525, 424, 732]
continued-note: (...ಹಿಂದಿನ ಸಂಚಿಕೆಯಿಂದ): [512, 171, 568, 178]
story4-column-2-tail: ೨೫ಸಾವಿರ ಯೂನಿಟ್ ರಕ್ತ ಸಂಗ್ರಹಿಸಲಾಗಿದ್ದು,ಅದರಲ್ಲಿ ಚಿಕ್ಕಬಳ್ಳಾಪುರ ಜಿಲ್ಲೆಯಲ್ಲಿಯೇ ಸುಮಾರು ೧೦೦೦೦ ಯೂನಿಟ್ ರಕ್ತ ಸಂಗ್ರಹಿಸಲಾಗಿದೆ: [230, 973, 342, 999]
